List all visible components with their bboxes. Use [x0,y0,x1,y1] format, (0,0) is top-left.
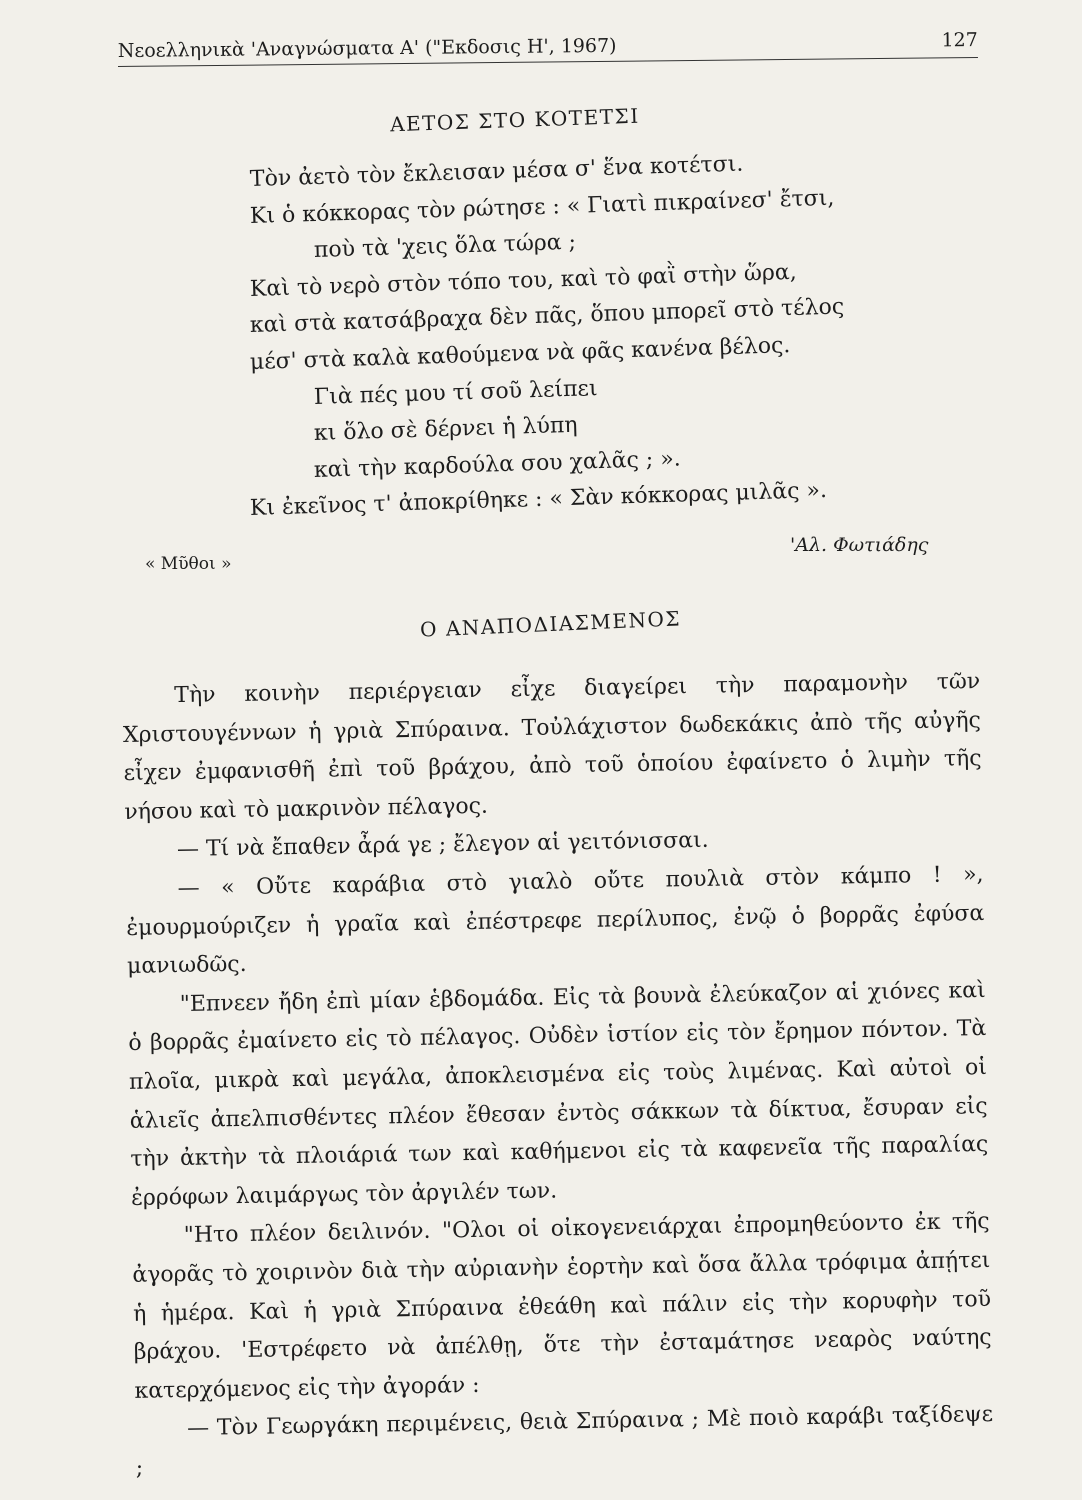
poem-line: Κι ἐκεῖνος τ' ἀποκρίθηκε : « Σὰν κόκκορας μιλᾶς ». [249,478,828,522]
poem-title: ΑΕΤΟΣ ΣΤΟ ΚΟΤΕΤΣΙ [389,103,641,137]
poem-line: κι ὅλο σὲ δέρνει ἡ λύπη [313,412,578,447]
paragraph: "Επνεεν ἤδη ἐπὶ μίαν ἑβδομάδα. Εἰς τὰ βουνὰ ἐλεύκαζον αἱ χιόνες καὶ ὁ βορρᾶς ἐμαίνετο εἰς τὸ πέλαγος. Οὐδὲν ἱστίον εἰς τὸν ἔρημον πόντον. Τὰ πλοῖα, μικρὰ καὶ μεγάλα, ἀποκλεισμένα εἰς τοὺς λιμένας. Καὶ αὐτοὶ οἱ ἁλιεῖς ἀπελπισθέντες πλέον ἔθεσαν ἐντὸς σάκκων τὰ δίκτυα, ἔσυραν εἰς τὴν ἀκτὴν τὰ πλοιάριά των καὶ καθήμενοι εἰς τὰ καφενεῖα τῆς παραλίας ἐρρόφων λαιμάργως τὸν ἀργιλέν των. [128,977,989,1211]
poem-line: Κι ὁ κόκκορας τὸν ρώτησε : « Γιατὶ πικραίνεσ' ἔτσι, [249,185,835,229]
paragraph: — Τί νὰ ἔπαθεν ἆρά γε ; ἔλεγον αἱ γειτόνισσαι. [176,828,709,863]
running-header [117,28,978,67]
poem-line: καὶ τὴν καρδούλα σου χαλᾶς ; ». [313,446,682,483]
poem-source: « Μῦθοι » [145,554,232,574]
poem-line: Καὶ τὸ νερὸ στὸν τόπο του, καὶ τὸ φαῒ στὴν ὥρα, [249,259,798,302]
poem-line: Γιὰ πές μου τί σοῦ λείπει [313,375,598,410]
poem-author: 'Αλ. Φωτιάδης [790,534,929,556]
poem-line: μέσ' στὰ καλὰ καθούμενα νὰ φᾶς κανένα βέλος. [249,332,791,375]
running-title: Νεοελληνικὰ 'Αναγνώσματα Α' ("Εκδοσις Η', 1967) [117,34,617,63]
paragraph: Τὴν κοινὴν περιέργειαν εἶχε διαγείρει τὴν παραμονὴν τῶν Χριστουγέννων ἡ γριὰ Σπύραινα. Τοὐλάχιστον δωδεκάκις ἀπὸ τῆς αὐγῆς εἶχεν ἐμφανισθῆ ἐπὶ τοῦ βράχου, ἀπὸ τοῦ ὁποίου ἐφαίνετο ὁ λιμὴν τῆς νήσου καὶ τὸ μακρινὸν πέλαγος. [122,669,982,825]
paragraph: — « Οὔτε καράβια στὸ γιαλὸ οὔτε πουλιὰ στὸν κάμπο ! », ἐμουρμούριζεν ἡ γραῖα καὶ ἐπέστρεφε περίλυπος, ἐνῷ ὁ βορρᾶς ἐφύσα μανιωδῶς. [126,861,985,980]
poem [249,151,950,528]
story-body [122,663,994,1488]
page-number: 127 [941,28,978,52]
paragraph: — Τὸν Γεωργάκη περιμένεις, θειὰ Σπύραινα ; Μὲ ποιὸ καράβι ταξίδεψε ; [135,1402,994,1481]
poem-line: καὶ στὰ κατσάβραχα δὲν πᾶς, ὅπου μπορεῖ στὸ τέλος [249,294,845,339]
poem-line: ποὺ τὰ 'χεις ὅλα τώρα ; [313,229,577,264]
story-title: Ο ΑΝΑΠΟΔΙΑΣΜΕΝΟΣ [419,606,682,642]
poem-line: Τὸν ἀετὸ τὸν ἔκλεισαν μέσα σ' ἕνα κοτέτσι. [249,151,744,192]
paragraph: "Ητο πλέον δειλινόν. "Ολοι οἱ οἰκογενειάρχαι ἐπρομηθεύοντο ἐκ τῆς ἀγορᾶς τὸ χοιρινὸν διὰ τὴν αὐριανὴν ἑορτὴν καὶ ὅσα ἄλλα τρόφιμα ἀπῄτει ἡ ἡμέρα. Καὶ ἡ γριὰ Σπύραινα ἐθεάθη καὶ πάλιν εἰς τὴν κορυφὴν τοῦ βράχου. 'Εστρέφετο νὰ ἀπέλθῃ, ὅτε τὴν ἐσταμάτησε νεαρὸς ναύτης κατερχόμενος εἰς τὴν ἀγοράν : [132,1209,992,1404]
